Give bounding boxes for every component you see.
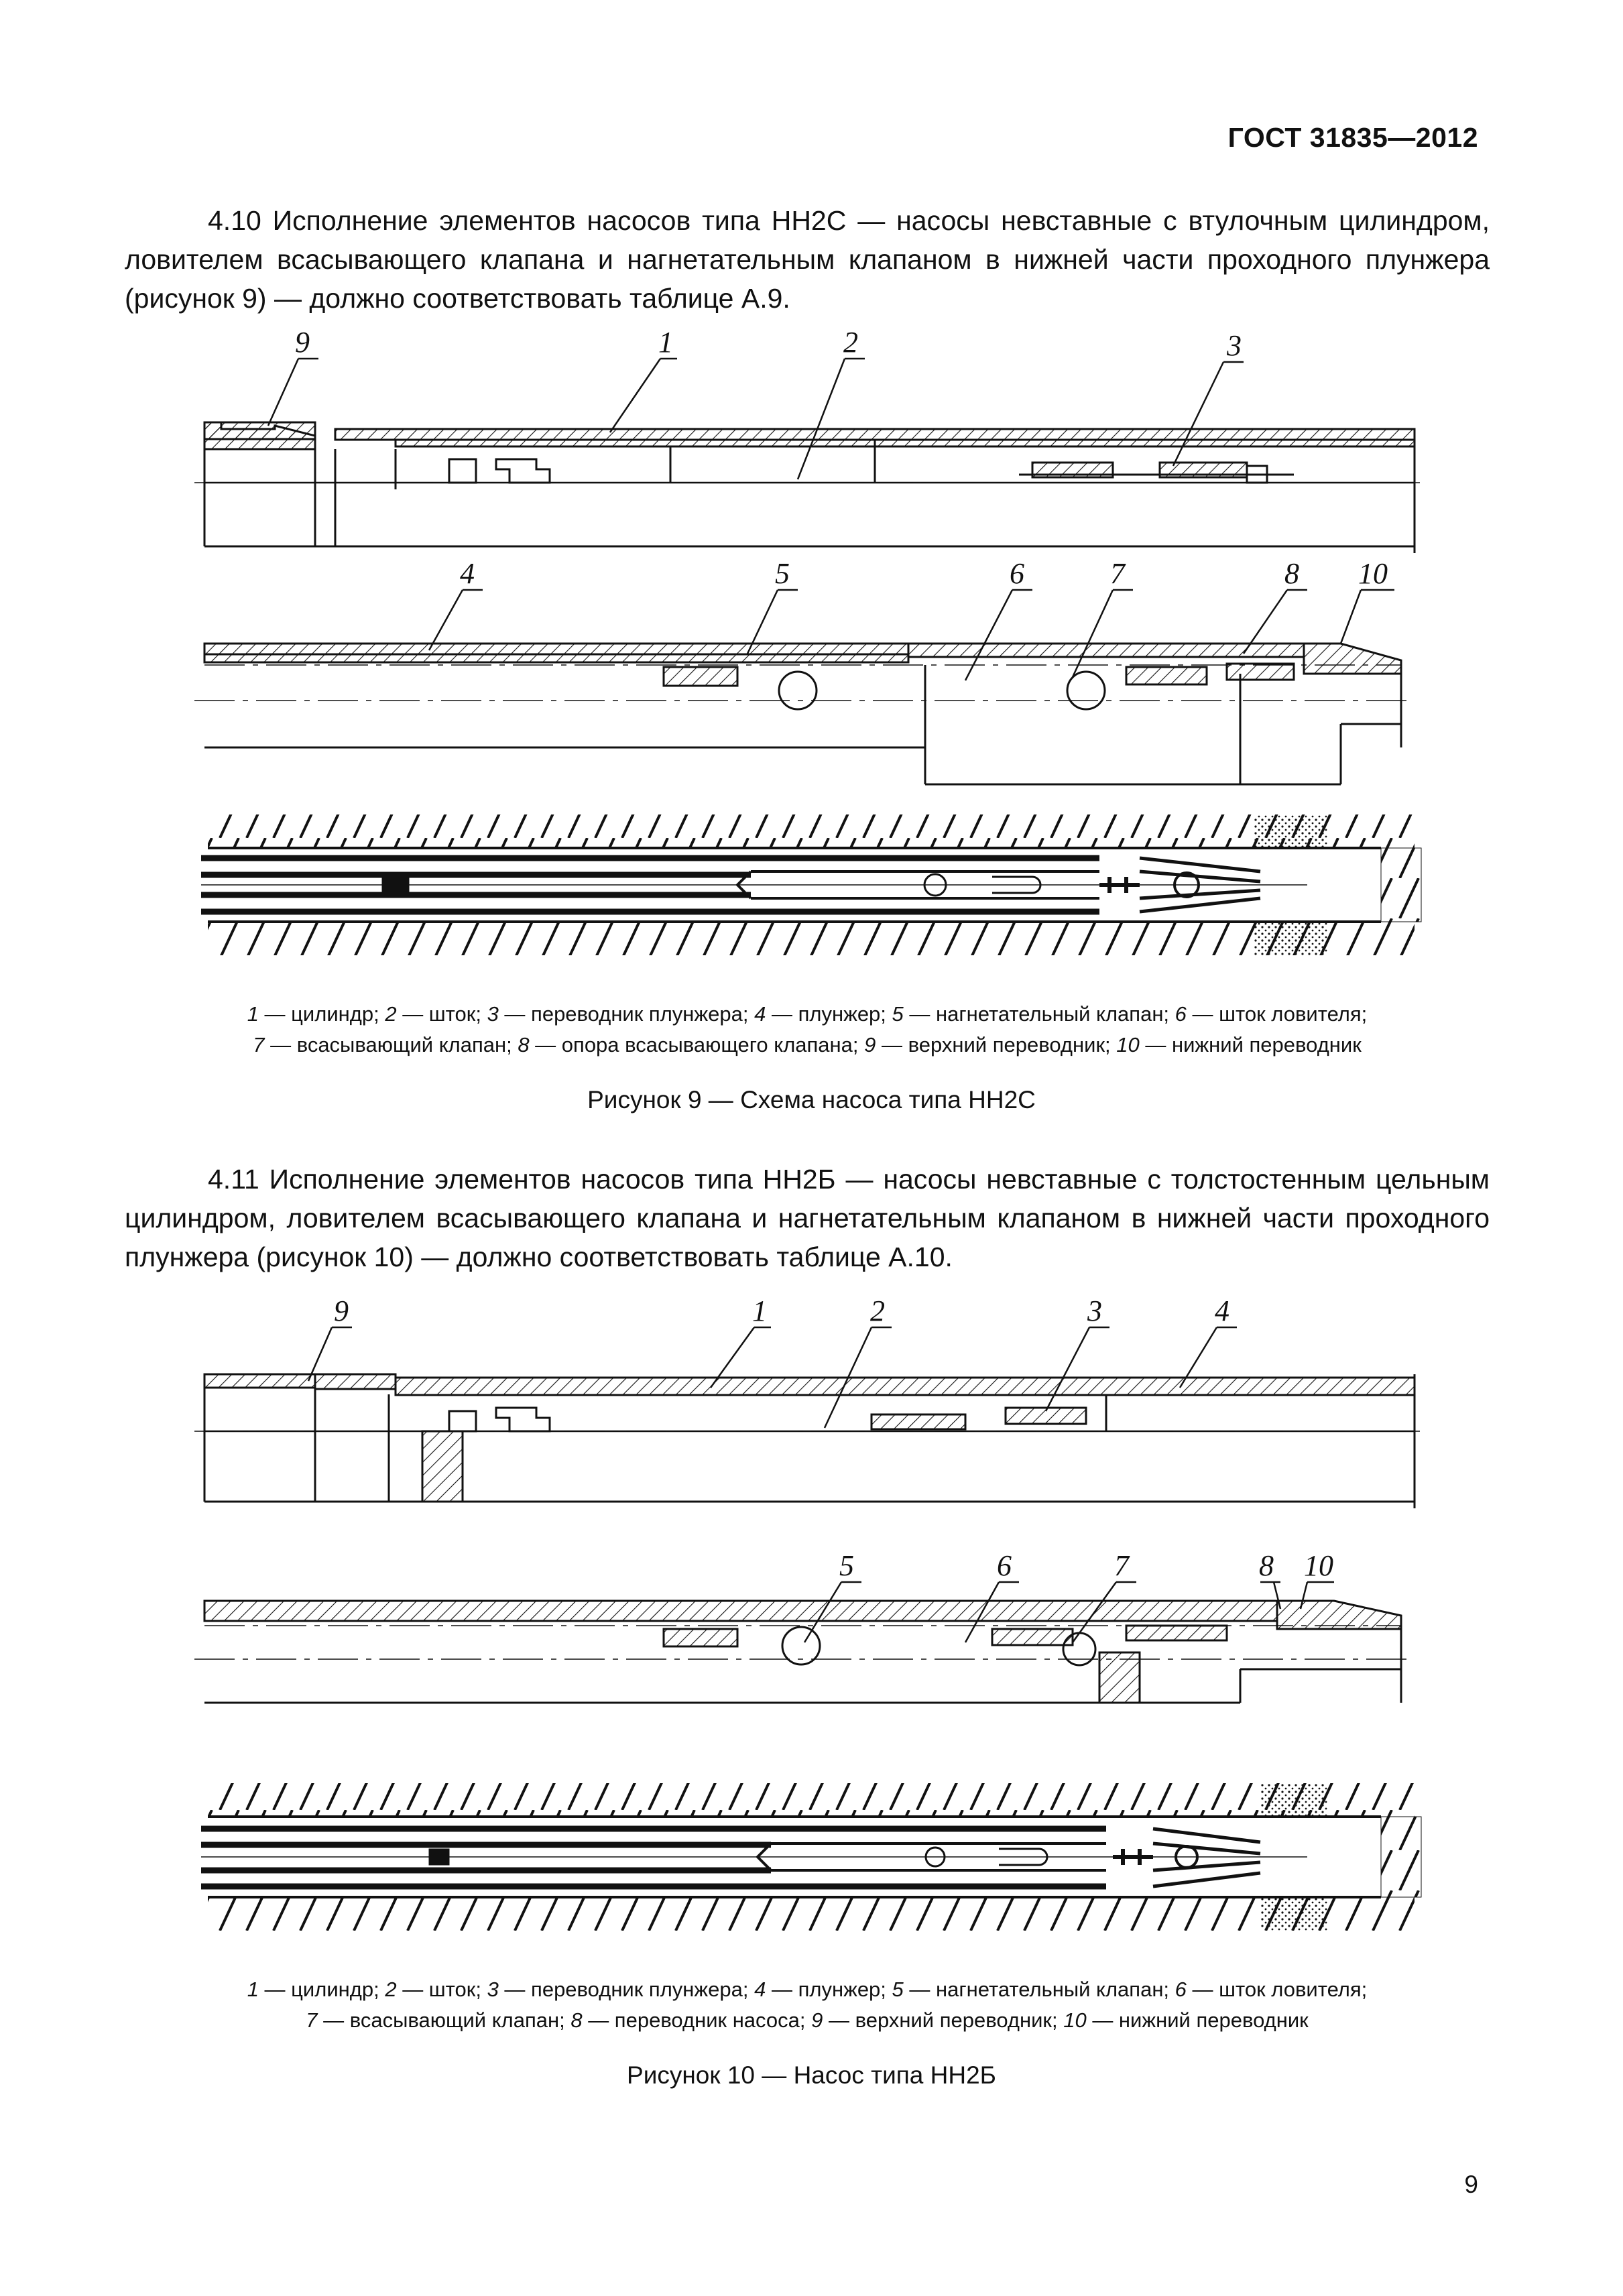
figure-9-drawing [0,315,1623,985]
figure-9-callout-5: 5 [775,557,790,590]
figure-10-caption: Рисунок 10 — Насос типа НН2Б [627,2061,996,2089]
figure-10-callout-7: 7 [1114,1549,1129,1582]
figure-10-callout-4: 4 [1215,1294,1229,1327]
figure-10-legend-line-1: 1 — цилиндр; 2 — шток; 3 — переводник плунжера; 4 — плунжер; 5 — нагнетательный клапан; 6 — шток ловителя; [247,1978,1368,2001]
figure-10-drawing [0,1287,1623,1964]
well-schematic-fig10 [201,1783,1421,1931]
paragraph-4-10-text: 4.10 Исполнение элементов насосов типа НН2С — насосы невставные с втулочным цилиндром, ловителем всасывающего клапана и нагнетательным клапаном в нижней части проходного плунжера (рисунок 9) — должно соответствовать таблице А.9. [125,205,1490,314]
figure-10-callout-10: 10 [1304,1549,1333,1582]
figure-9-legend-line-2: 7 — всасывающий клапан; 8 — опора всасывающего клапана; 9 — верхний переводник; 10 — нижний переводник [253,1033,1362,1056]
figure-9-callout-2: 2 [843,326,858,359]
figure-10-legend [125,1974,1490,2036]
figure-10-callout-9: 9 [334,1294,349,1327]
well-schematic-fig9 [201,814,1421,955]
figure-10-callout-3: 3 [1087,1294,1102,1327]
figure-10-callout-1: 1 [752,1294,767,1327]
figure-9-caption: Рисунок 9 — Схема насоса типа НН2С [587,1086,1036,1113]
paragraph-4-11-text: 4.11 Исполнение элементов насосов типа НН2Б — насосы невставные с толстостенным цельным цилиндром, ловителем всасывающего клапана и нагнетательным клапаном в нижней части проходного плунжера (рисунок 10) — должно соответствовать таблице А.10. [125,1164,1490,1272]
figure-9-callout-7: 7 [1110,557,1125,590]
figure-10-legend-line-2: 7 — всасывающий клапан; 8 — переводник насоса; 9 — верхний переводник; 10 — нижний переводник [306,2008,1309,2032]
page-number: 9 [1464,2171,1478,2198]
figure-10-callout-8: 8 [1259,1549,1274,1582]
document-header: ГОСТ 31835—2012 [1227,122,1478,153]
pump-lower-section [194,644,1415,784]
figure-9-legend [125,999,1490,1061]
figure-10-callout-6: 6 [997,1549,1012,1582]
callouts-upper [268,359,1244,479]
figure-9-callout-10: 10 [1358,557,1388,590]
figure-10-callout-5: 5 [839,1549,854,1582]
pump-upper-section-fig10 [194,1374,1428,1508]
figure-9-callout-4: 4 [460,557,475,590]
figure-10-callout-2: 2 [870,1294,885,1327]
figure-9-callout-3: 3 [1227,329,1242,362]
figure-9-callout-1: 1 [658,326,673,359]
figure-9-callout-6: 6 [1010,557,1024,590]
pump-upper-section [194,422,1428,553]
paragraph-4-11 [125,1160,1490,1276]
figure-9-callout-8: 8 [1284,557,1299,590]
figure-9-legend-line-1: 1 — цилиндр; 2 — шток; 3 — переводник плунжера; 4 — плунжер; 5 — нагнетательный клапан; 6 — шток ловителя; [247,1002,1368,1026]
pump-lower-section-fig10 [194,1601,1415,1703]
figure-9-callout-9: 9 [295,326,310,359]
paragraph-4-10 [125,201,1490,318]
